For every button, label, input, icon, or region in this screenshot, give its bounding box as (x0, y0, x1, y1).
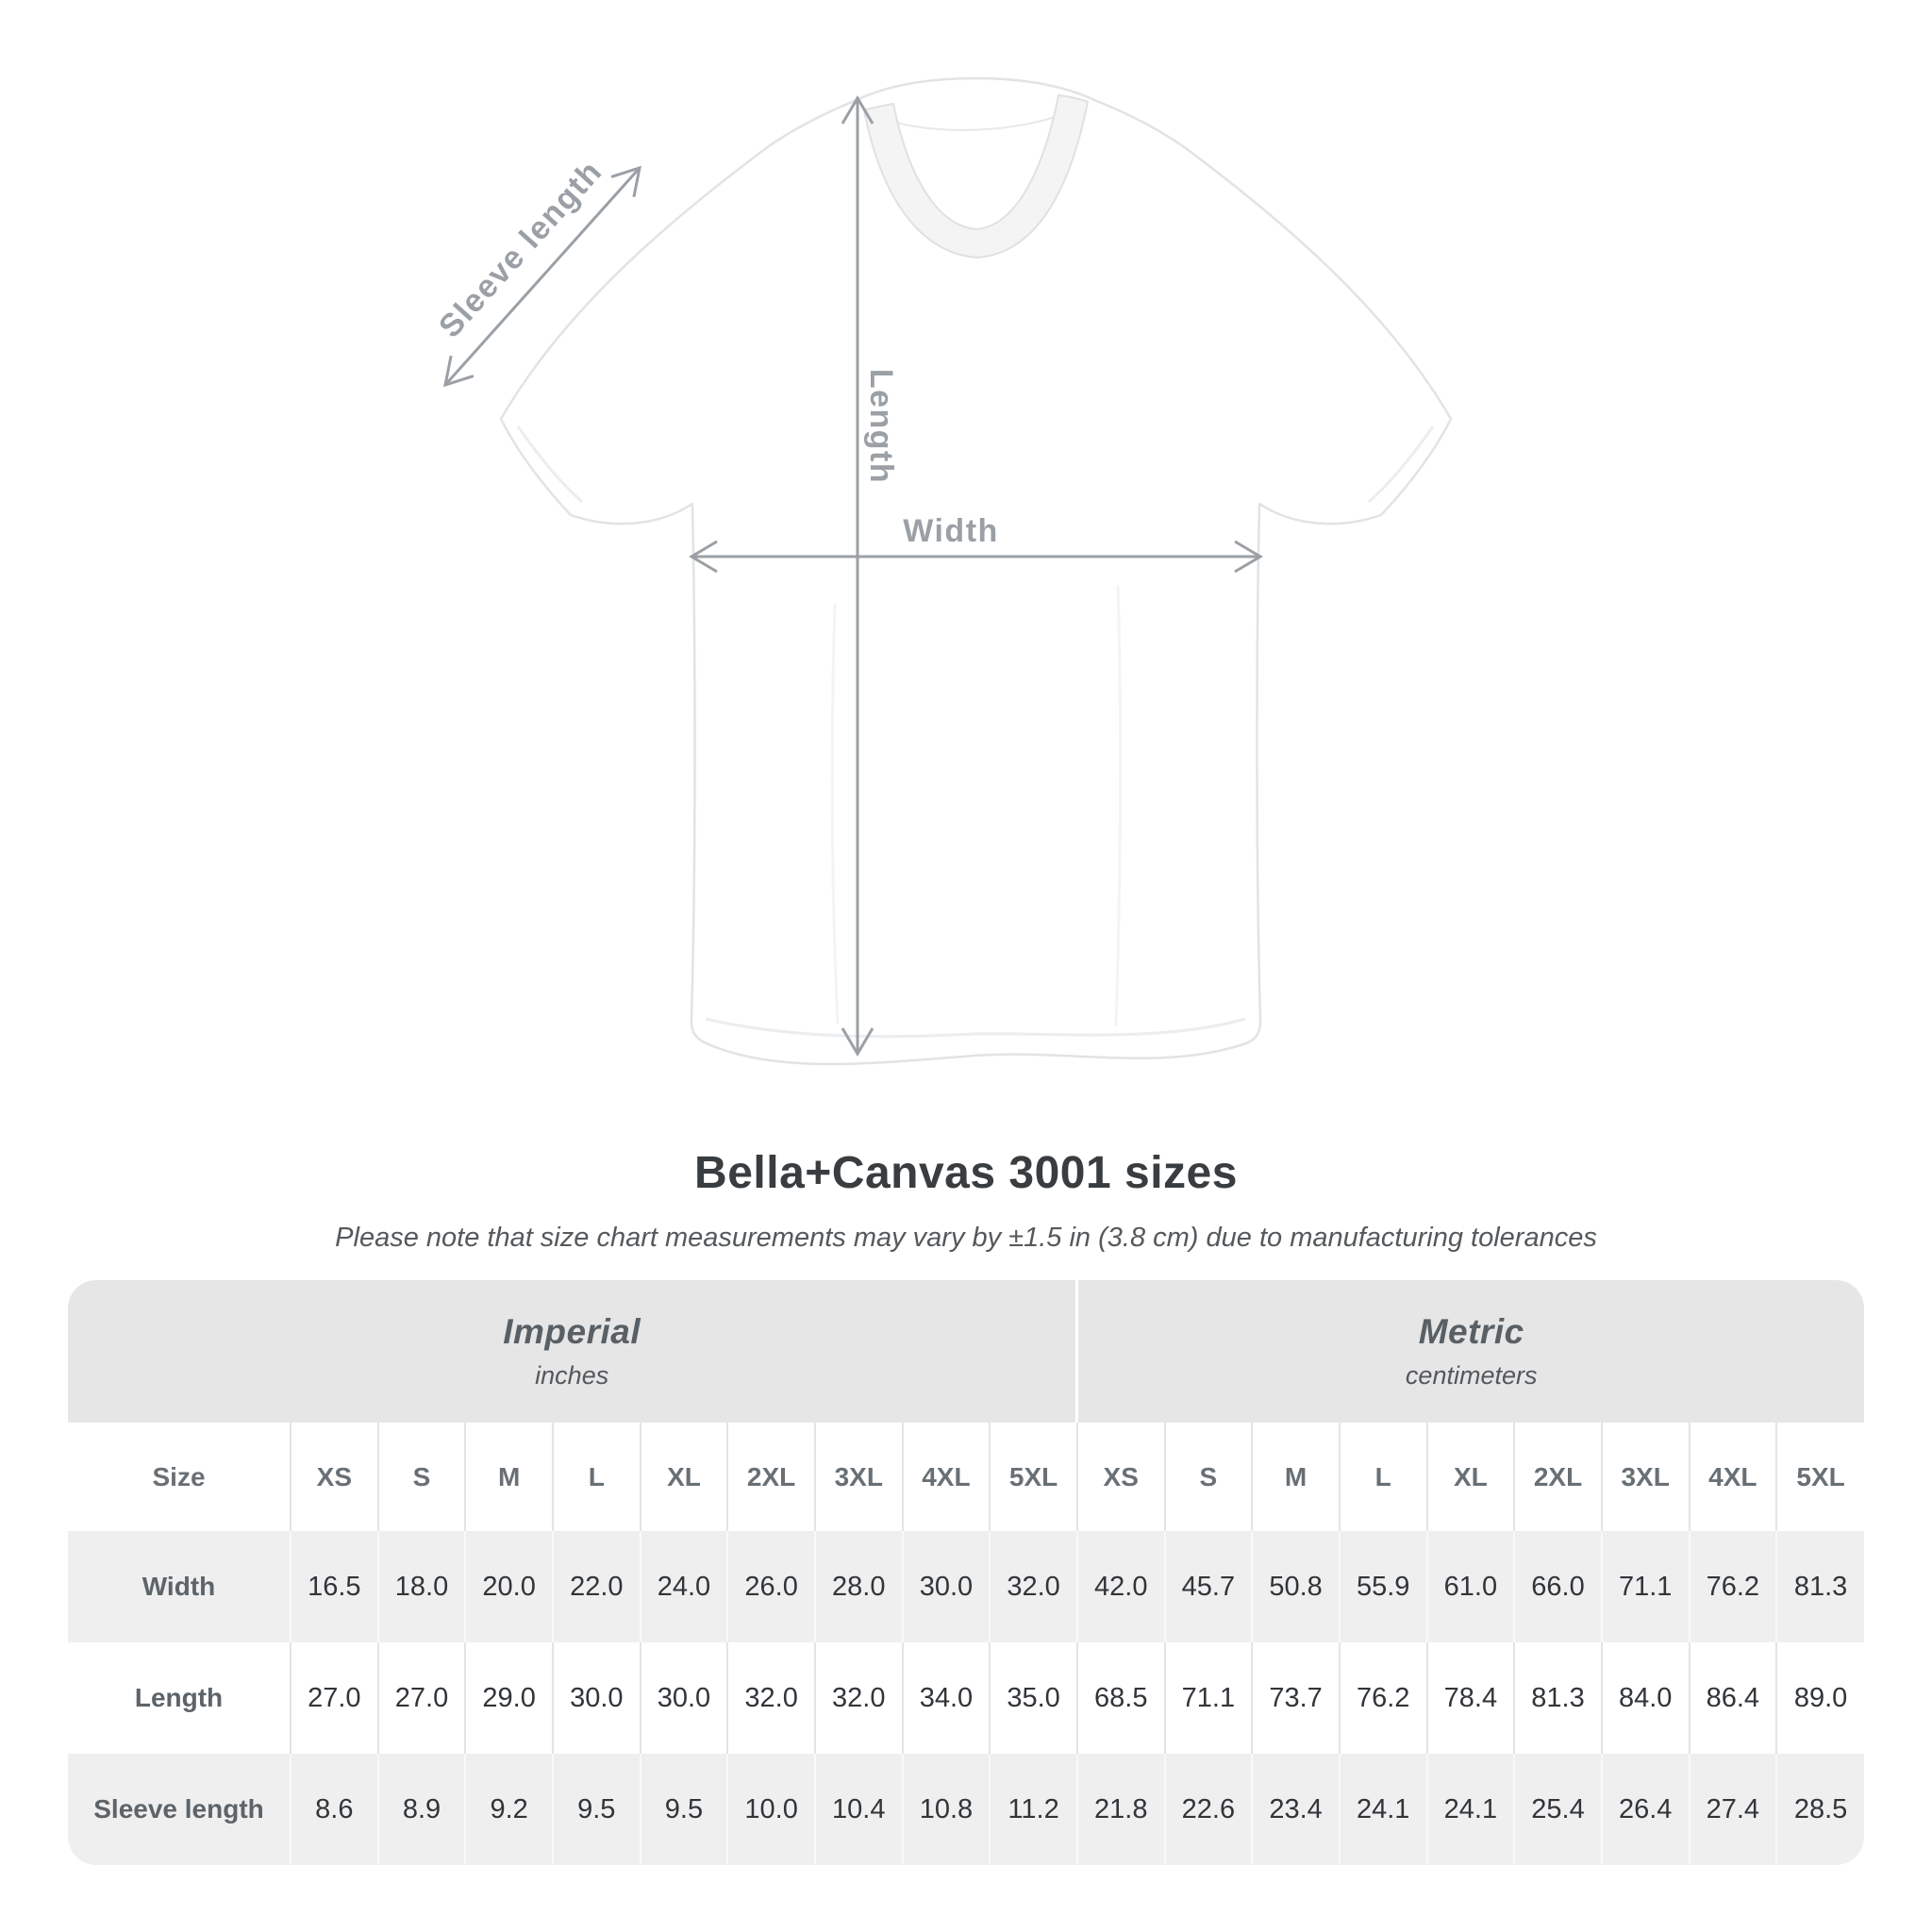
size-header-l: L (1340, 1423, 1427, 1531)
row-label: Sleeve length (68, 1754, 291, 1865)
size-header-l: L (553, 1423, 641, 1531)
value-cell: 32.0 (990, 1531, 1077, 1642)
size-header-xs: XS (291, 1423, 378, 1531)
size-header-4xl: 4XL (903, 1423, 991, 1531)
value-cell: 24.0 (641, 1531, 728, 1642)
value-cell: 73.7 (1252, 1642, 1340, 1754)
tshirt-graphic (501, 78, 1451, 1064)
page-title: Bella+Canvas 3001 sizes (694, 1148, 1238, 1198)
value-cell: 27.0 (291, 1642, 378, 1754)
value-cell: 10.4 (815, 1754, 903, 1865)
size-header-2xl: 2XL (727, 1423, 815, 1531)
value-cell: 27.0 (378, 1642, 466, 1754)
size-column-header: Size (68, 1423, 291, 1531)
value-cell: 30.0 (553, 1642, 641, 1754)
unit-group-metric (1077, 1280, 1864, 1423)
value-cell: 27.4 (1690, 1754, 1777, 1865)
size-header-5xl: 5XL (990, 1423, 1077, 1531)
value-cell: 42.0 (1077, 1531, 1165, 1642)
value-cell: 10.8 (903, 1754, 991, 1865)
size-table-container (68, 1280, 1864, 1865)
value-cell: 9.2 (465, 1754, 553, 1865)
width-label: Width (903, 513, 999, 549)
unit-group-label: Imperial (503, 1312, 641, 1351)
value-cell: 81.3 (1776, 1531, 1864, 1642)
value-cell: 32.0 (815, 1642, 903, 1754)
value-cell: 11.2 (990, 1754, 1077, 1865)
unit-band-row (68, 1280, 1864, 1423)
value-cell: 84.0 (1602, 1642, 1690, 1754)
unit-group-units: centimeters (1405, 1361, 1538, 1390)
value-cell: 86.4 (1690, 1642, 1777, 1754)
size-header-m: M (1252, 1423, 1340, 1531)
value-cell: 23.4 (1252, 1754, 1340, 1865)
size-header-4xl: 4XL (1690, 1423, 1777, 1531)
value-cell: 8.6 (291, 1754, 378, 1865)
value-cell: 89.0 (1776, 1642, 1864, 1754)
value-cell: 55.9 (1340, 1531, 1427, 1642)
value-cell: 22.0 (553, 1531, 641, 1642)
value-cell: 71.1 (1602, 1531, 1690, 1642)
value-cell: 26.4 (1602, 1754, 1690, 1865)
measurement-row (68, 1642, 1864, 1754)
value-cell: 16.5 (291, 1531, 378, 1642)
value-cell: 78.4 (1427, 1642, 1515, 1754)
size-header-xl: XL (641, 1423, 728, 1531)
value-cell: 50.8 (1252, 1531, 1340, 1642)
value-cell: 71.1 (1165, 1642, 1253, 1754)
size-header-xl: XL (1427, 1423, 1515, 1531)
unit-group-imperial (68, 1280, 1077, 1423)
value-cell: 30.0 (903, 1531, 991, 1642)
value-cell: 61.0 (1427, 1531, 1515, 1642)
value-cell: 45.7 (1165, 1531, 1253, 1642)
unit-group-label: Metric (1418, 1312, 1524, 1351)
size-header-3xl: 3XL (1602, 1423, 1690, 1531)
value-cell: 81.3 (1514, 1642, 1602, 1754)
measurement-row (68, 1531, 1864, 1642)
value-cell: 34.0 (903, 1642, 991, 1754)
value-cell: 9.5 (553, 1754, 641, 1865)
value-cell: 76.2 (1340, 1642, 1427, 1754)
value-cell: 25.4 (1514, 1754, 1602, 1865)
size-header-s: S (378, 1423, 466, 1531)
value-cell: 22.6 (1165, 1754, 1253, 1865)
value-cell: 24.1 (1340, 1754, 1427, 1865)
value-cell: 30.0 (641, 1642, 728, 1754)
size-header-xs: XS (1077, 1423, 1165, 1531)
value-cell: 32.0 (727, 1642, 815, 1754)
value-cell: 10.0 (727, 1754, 815, 1865)
value-cell: 21.8 (1077, 1754, 1165, 1865)
value-cell: 8.9 (378, 1754, 466, 1865)
size-table (68, 1280, 1864, 1865)
value-cell: 76.2 (1690, 1531, 1777, 1642)
sleeve-length-label: Sleeve length (432, 153, 609, 345)
value-cell: 9.5 (641, 1754, 728, 1865)
value-cell: 28.5 (1776, 1754, 1864, 1865)
value-cell: 29.0 (465, 1642, 553, 1754)
row-label: Width (68, 1531, 291, 1642)
size-header-3xl: 3XL (815, 1423, 903, 1531)
value-cell: 18.0 (378, 1531, 466, 1642)
value-cell: 28.0 (815, 1531, 903, 1642)
measurement-row (68, 1754, 1864, 1865)
value-cell: 20.0 (465, 1531, 553, 1642)
unit-group-units: inches (535, 1361, 609, 1390)
value-cell: 66.0 (1514, 1531, 1602, 1642)
size-header-m: M (465, 1423, 553, 1531)
page-subtitle: Please note that size chart measurements may vary by ±1.5 in (3.8 cm) due to manufacturing tolerances (335, 1223, 1597, 1253)
size-header-s: S (1165, 1423, 1253, 1531)
value-cell: 68.5 (1077, 1642, 1165, 1754)
value-cell: 26.0 (727, 1531, 815, 1642)
size-header-row (68, 1423, 1864, 1531)
length-label: Length (863, 368, 899, 485)
size-header-2xl: 2XL (1514, 1423, 1602, 1531)
size-header-5xl: 5XL (1776, 1423, 1864, 1531)
row-label: Length (68, 1642, 291, 1754)
value-cell: 35.0 (990, 1642, 1077, 1754)
value-cell: 24.1 (1427, 1754, 1515, 1865)
